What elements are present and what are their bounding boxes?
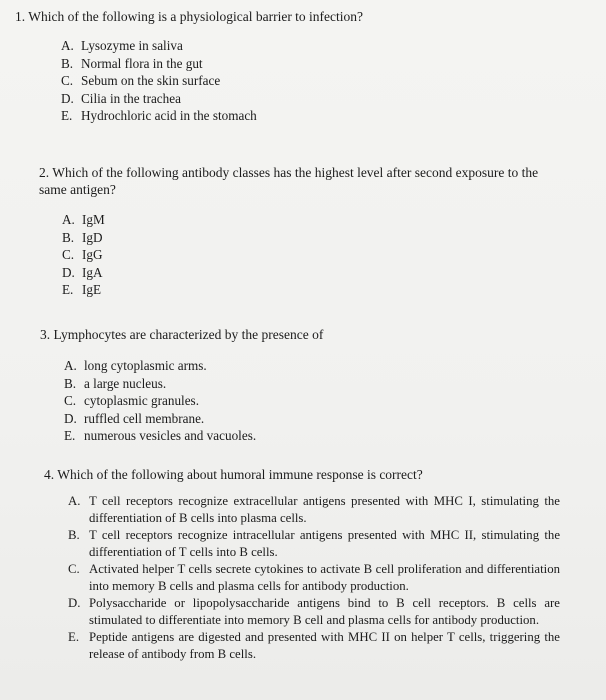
option-letter: A.	[64, 358, 77, 373]
option-text: Lysozyme in saliva	[81, 38, 183, 53]
option-letter: B.	[68, 528, 80, 542]
option-text: Sebum on the skin surface	[81, 73, 221, 88]
question-2	[0, 164, 606, 299]
option-letter: C.	[68, 562, 80, 576]
question-stem: 3. Lymphocytes are characterized by the presence of	[40, 327, 324, 342]
option-d[interactable]	[61, 90, 606, 108]
option-letter: C.	[62, 247, 75, 262]
option-e[interactable]	[62, 281, 606, 299]
option-text: IgD	[82, 229, 103, 245]
option-e[interactable]	[61, 107, 606, 125]
option-text: T cell receptors recognize intracellular antigens presented with MHC II, stimulating the differentiation of T cells into B cells.	[89, 528, 560, 559]
option-d[interactable]	[68, 595, 560, 628]
option-b[interactable]	[62, 229, 606, 247]
option-d[interactable]	[62, 264, 606, 282]
option-d[interactable]	[64, 410, 606, 428]
option-letter: B.	[62, 229, 75, 245]
question-3	[0, 326, 606, 445]
option-text: ruffled cell membrane.	[84, 410, 205, 426]
option-letter: E.	[64, 428, 76, 443]
option-list	[61, 37, 606, 125]
option-a[interactable]	[62, 211, 606, 229]
option-letter: E.	[68, 630, 80, 644]
option-list	[64, 357, 606, 445]
option-b[interactable]	[61, 55, 606, 73]
option-text: Normal flora in the gut	[81, 55, 203, 71]
question-1	[0, 8, 606, 125]
option-letter: A.	[61, 38, 74, 53]
question-4	[0, 466, 606, 663]
option-text: T cell receptors recognize extracellular antigens presented with MHC I, stimulating the differentiation of B cells into plasma cells.	[89, 494, 560, 525]
option-letter: A.	[62, 212, 75, 227]
option-text: IgG	[82, 247, 103, 262]
question-stem: 2. Which of the following antibody classes has the highest level after second exposure to the same antigen?	[39, 165, 539, 197]
option-text: IgE	[82, 282, 102, 297]
option-a[interactable]	[64, 357, 606, 375]
option-c[interactable]	[61, 72, 606, 90]
question-stem: 1. Which of the following is a physiological barrier to infection?	[15, 9, 364, 24]
option-list	[62, 211, 606, 299]
option-c[interactable]	[64, 392, 606, 410]
option-text: cytoplasmic granules.	[84, 393, 199, 408]
option-letter: D.	[64, 410, 77, 426]
option-letter: A.	[68, 494, 81, 508]
option-text: Polysaccharide or lipopolysaccharide antigens bind to B cell receptors. B cells are stimulated to differentiate into memory B cell and plasma cells for antibody production.	[89, 596, 560, 627]
option-text: long cytoplasmic arms.	[84, 358, 207, 373]
option-text: Cilia in the trachea	[81, 90, 181, 106]
option-letter: B.	[64, 375, 77, 391]
option-letter: C.	[64, 393, 77, 408]
option-text: IgM	[82, 212, 105, 227]
option-letter: D.	[61, 90, 74, 106]
option-text: Hydrochloric acid in the stomach	[81, 108, 257, 123]
option-b[interactable]	[64, 375, 606, 393]
option-b[interactable]	[68, 527, 560, 560]
option-text: IgA	[82, 264, 103, 280]
option-e[interactable]	[68, 629, 560, 662]
question-stem: 4. Which of the following about humoral immune response is correct?	[44, 467, 423, 482]
option-letter: B.	[61, 55, 74, 71]
option-a[interactable]	[61, 37, 606, 55]
option-letter: C.	[61, 73, 74, 88]
option-text: numerous vesicles and vacuoles.	[84, 428, 257, 443]
option-c[interactable]	[68, 561, 560, 594]
option-text: Activated helper T cells secrete cytokines to activate B cell proliferation and differentiation into memory B cells and plasma cells for antibody production.	[89, 562, 560, 593]
option-text: a large nucleus.	[84, 375, 167, 391]
option-letter: D.	[62, 264, 75, 280]
option-letter: E.	[61, 108, 73, 123]
option-a[interactable]	[68, 493, 560, 526]
option-c[interactable]	[62, 246, 606, 264]
option-text: Peptide antigens are digested and presented with MHC II on helper T cells, triggering the release of antibody from B cells.	[89, 630, 560, 661]
option-list	[68, 493, 560, 662]
option-letter: E.	[62, 282, 74, 297]
option-letter: D.	[68, 596, 81, 610]
option-e[interactable]	[64, 427, 606, 445]
